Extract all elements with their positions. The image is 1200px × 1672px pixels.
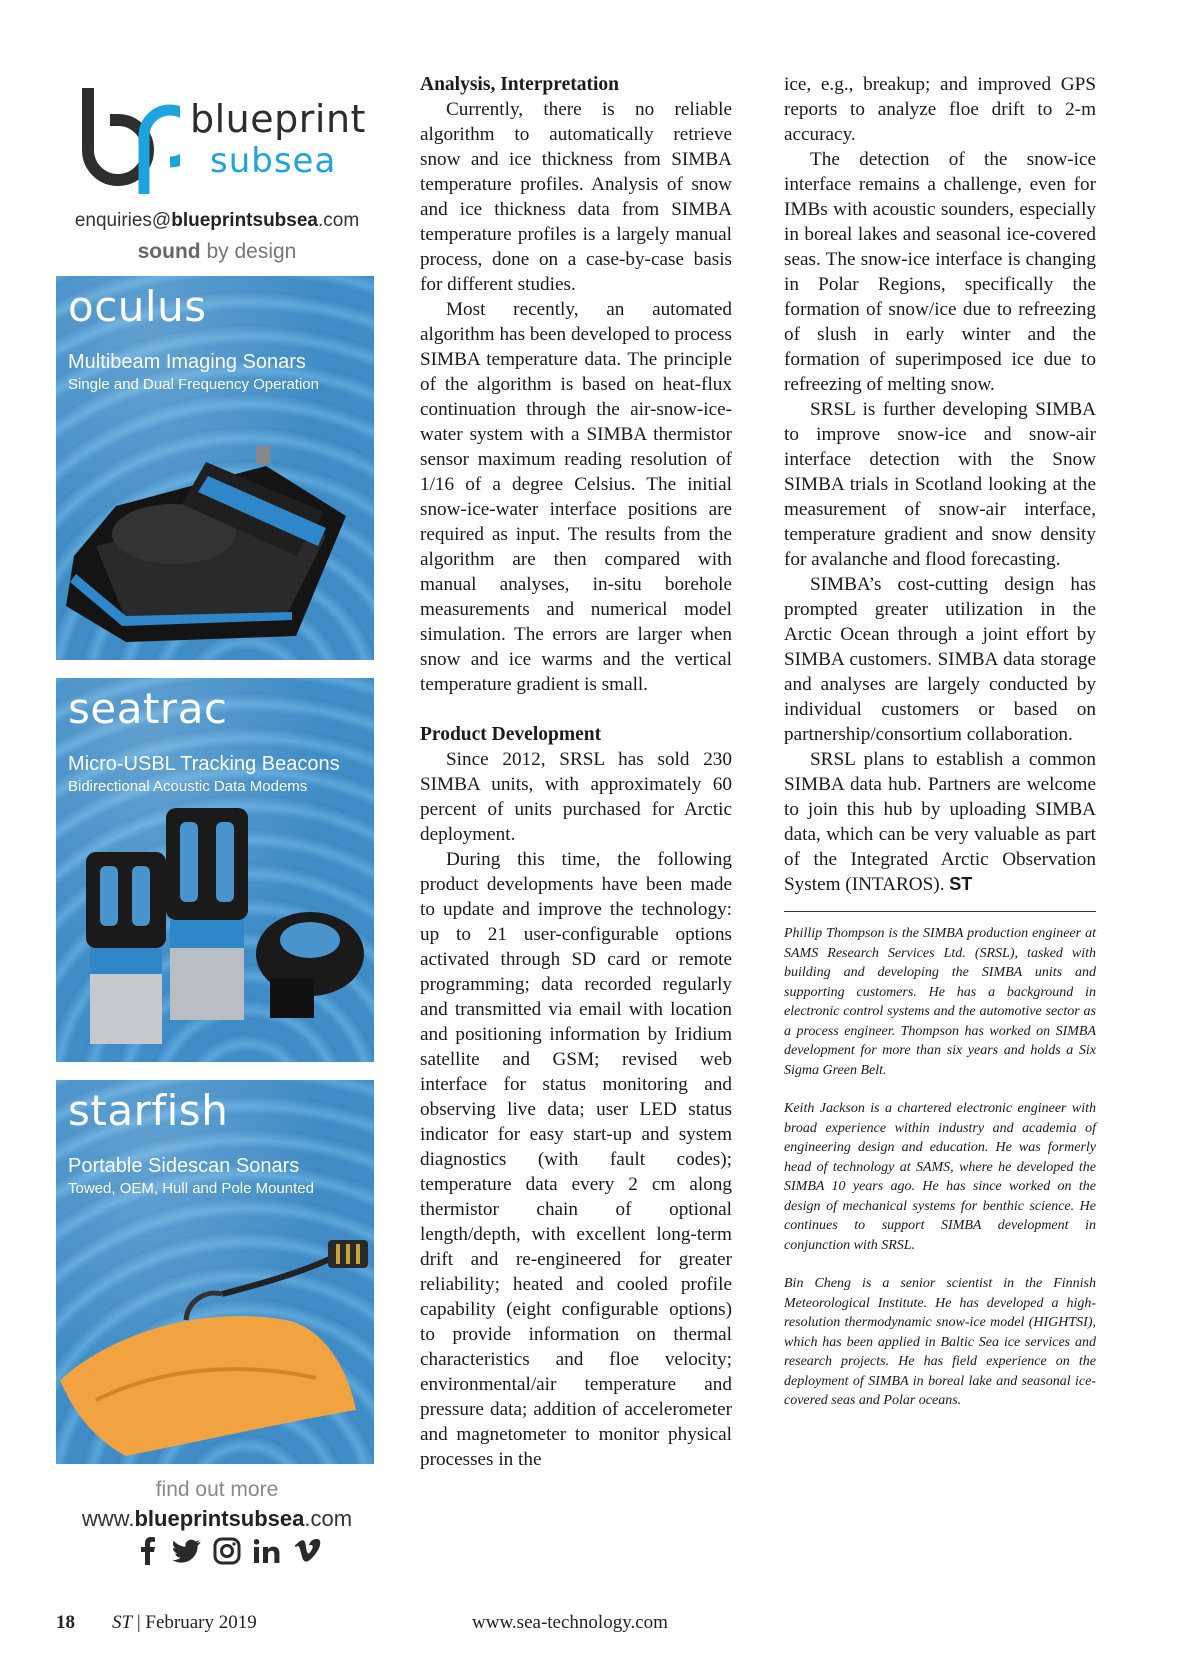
article-paragraph: The detection of the snow-ice interface remains a challenge, even for IMBs with acoustic sounders, especially in boreal lakes and seasonal ice-covered seas. The snow-ice interface is changing in Polar Regions, specifically the formation of snow/ice due to refreezing of slush in early winter and the formation of superimposed ice due to refreezing of melting snow. <box>784 149 1096 395</box>
page-number: 18 <box>56 1612 75 1633</box>
twitter-icon[interactable] <box>172 1536 202 1566</box>
seatrac-product-panel <box>56 678 374 1062</box>
product-line2: Towed, OEM, Hull and Pole Mounted <box>68 1180 314 1197</box>
product-line1: Multibeam Imaging Sonars <box>68 351 306 373</box>
product-name: oculus <box>68 282 207 331</box>
blueprint-subsea-logo <box>80 88 370 198</box>
facebook-icon[interactable] <box>132 1536 162 1566</box>
ad-website-link[interactable]: www.blueprintsubsea.com <box>81 1506 353 1531</box>
article-column-1 <box>420 72 732 1472</box>
product-name: seatrac <box>68 684 228 733</box>
instagram-icon[interactable] <box>212 1536 242 1566</box>
blueprint-subsea-advertisement <box>56 80 378 1580</box>
brand-name-bottom: subsea <box>210 141 337 181</box>
ad-tagline: sound by design <box>137 240 297 263</box>
product-name: starfish <box>68 1086 229 1135</box>
article-paragraph: During this time, the following product developments have been made to update and improve the technology: up to 21 user-configurable options activated through SD card or remote programming; data recorded regularly and transmitted via email with location and positioning information by Iridium satellite and GSM; revised web interface for status monitoring and observing live data; user LED status indicator for easy start-up and system diagnostics (with fault codes); temperature data every 2 cm along thermistor chain of optional length/depth, with excellent long-term drift and re-engineered for greater reliability; heated and cooled profile capability (eight configurable options) to provide information on thermal characteristics and floe velocity; environmental/air temperature and pressure data; addition of accelerometer and magnetometer to monitor physical processes in the <box>420 849 732 1470</box>
oculus-sonar-image <box>56 406 374 660</box>
seatrac-beacons-image <box>56 808 374 1062</box>
article-paragraph: SRSL is further developing SIMBA to improve snow-ice and snow-air interface detection with the Snow SIMBA trials in Scotland looking at the measurement of snow-air interface, temperature gradient and snow density for avalanche and flood forecasting. <box>784 399 1096 570</box>
article-paragraph: Since 2012, SRSL has sold 230 SIMBA units, with approximately 60 percent of units purchased for Arctic deployment. <box>420 749 732 845</box>
bp-logo-icon <box>80 88 180 198</box>
starfish-sonar-image <box>56 1210 374 1464</box>
article-paragraph: SRSL plans to establish a common SIMBA data hub. Partners are welcome to join this hub by uploading SIMBA data, which can be very valuable as part of the Integrated Arctic Observation System (INTAROS). ST <box>784 749 1096 895</box>
article-paragraph: Currently, there is no reliable algorithm to automatically retrieve snow and ice thickness from SIMBA temperature profiles. Analysis of snow and ice thickness data from SIMBA temperature profiles is a largely manual process, done on a case-by-case basis for different studies. <box>420 99 732 295</box>
article-paragraph: ice, e.g., breakup; and improved GPS reports to analyze floe drift to 2-m accuracy. <box>784 74 1096 145</box>
product-line2: Single and Dual Frequency Operation <box>68 376 319 393</box>
vimeo-icon[interactable] <box>292 1536 322 1566</box>
section-heading-product-development: Product Development <box>420 724 602 745</box>
product-line2: Bidirectional Acoustic Data Modems <box>68 778 308 795</box>
author-bio-thompson: Phillip Thompson is the SIMBA production engineer at SAMS Research Services Ltd. (SRSL), tasked with building and developing the SIMBA units and supporting customers. He has a background in electronic control systems and the automotive sector as a process engineer. Thompson has worked on SIMBA development for more than six years and holds a Six Sigma Green Belt. <box>784 926 1096 1078</box>
product-line1: Portable Sidescan Sonars <box>68 1155 300 1177</box>
author-bio-jackson: Keith Jackson is a chartered electronic engineer with broad experience within industry and academia of engineering design and education. He was formerly head of technology at SAMS, where he developed the SIMBA 10 years ago. He has since worked on the design of mechanical systems for benthic science. He continues to support SIMBA development in conjunction with SRSL. <box>784 1101 1096 1253</box>
article-column-2 <box>784 72 1096 1430</box>
find-out-more: find out more <box>155 1478 279 1501</box>
magazine-issue: ST | February 2019 <box>112 1612 257 1633</box>
section-heading-analysis: Analysis, Interpretation <box>420 74 619 95</box>
bio-divider <box>784 911 1096 912</box>
starfish-product-panel <box>56 1080 374 1464</box>
end-mark: ST <box>949 874 973 894</box>
product-line1: Micro-USBL Tracking Beacons <box>68 753 340 775</box>
article-paragraph: Most recently, an automated algorithm has been developed to process SIMBA temperature data. The principle of the algorithm is based on heat-flux continuation through the air-snow-ice-water system with a SIMBA thermistor sensor maximum reading resolution of 1/16 of a degree Celsius. The initial snow-ice-water interface positions are required as input. The results from the algorithm are then compared with manual analyses, in-situ borehole measurements and numerical model simulation. The errors are larger when snow and ice warms and the vertical temperature gradient is small. <box>420 299 732 695</box>
brand-name-top: blueprint <box>190 97 366 141</box>
social-icons <box>132 1536 322 1566</box>
oculus-product-panel <box>56 276 374 660</box>
author-bio-cheng: Bin Cheng is a senior scientist in the Finnish Meteorological Institute. He has developed a high-resolution thermodynamic snow-ice model (HIGHTSI), which has been applied in Baltic Sea ice services and research projects. He has field experience on the deployment of SIMBA in boreal lake and seasonal ice-covered seas and Polar oceans. <box>784 1276 1096 1408</box>
magazine-website[interactable]: www.sea-technology.com <box>472 1612 668 1633</box>
article-paragraph: SIMBA’s cost-cutting design has prompted greater utilization in the Arctic Ocean through a joint effort by SIMBA customers. SIMBA data storage and analyses are largely conducted by individual customers or based on partnership/consortium collaboration. <box>784 574 1096 745</box>
linkedin-icon[interactable] <box>252 1536 282 1566</box>
ad-email[interactable]: enquiries@blueprintsubsea.com <box>74 210 360 231</box>
